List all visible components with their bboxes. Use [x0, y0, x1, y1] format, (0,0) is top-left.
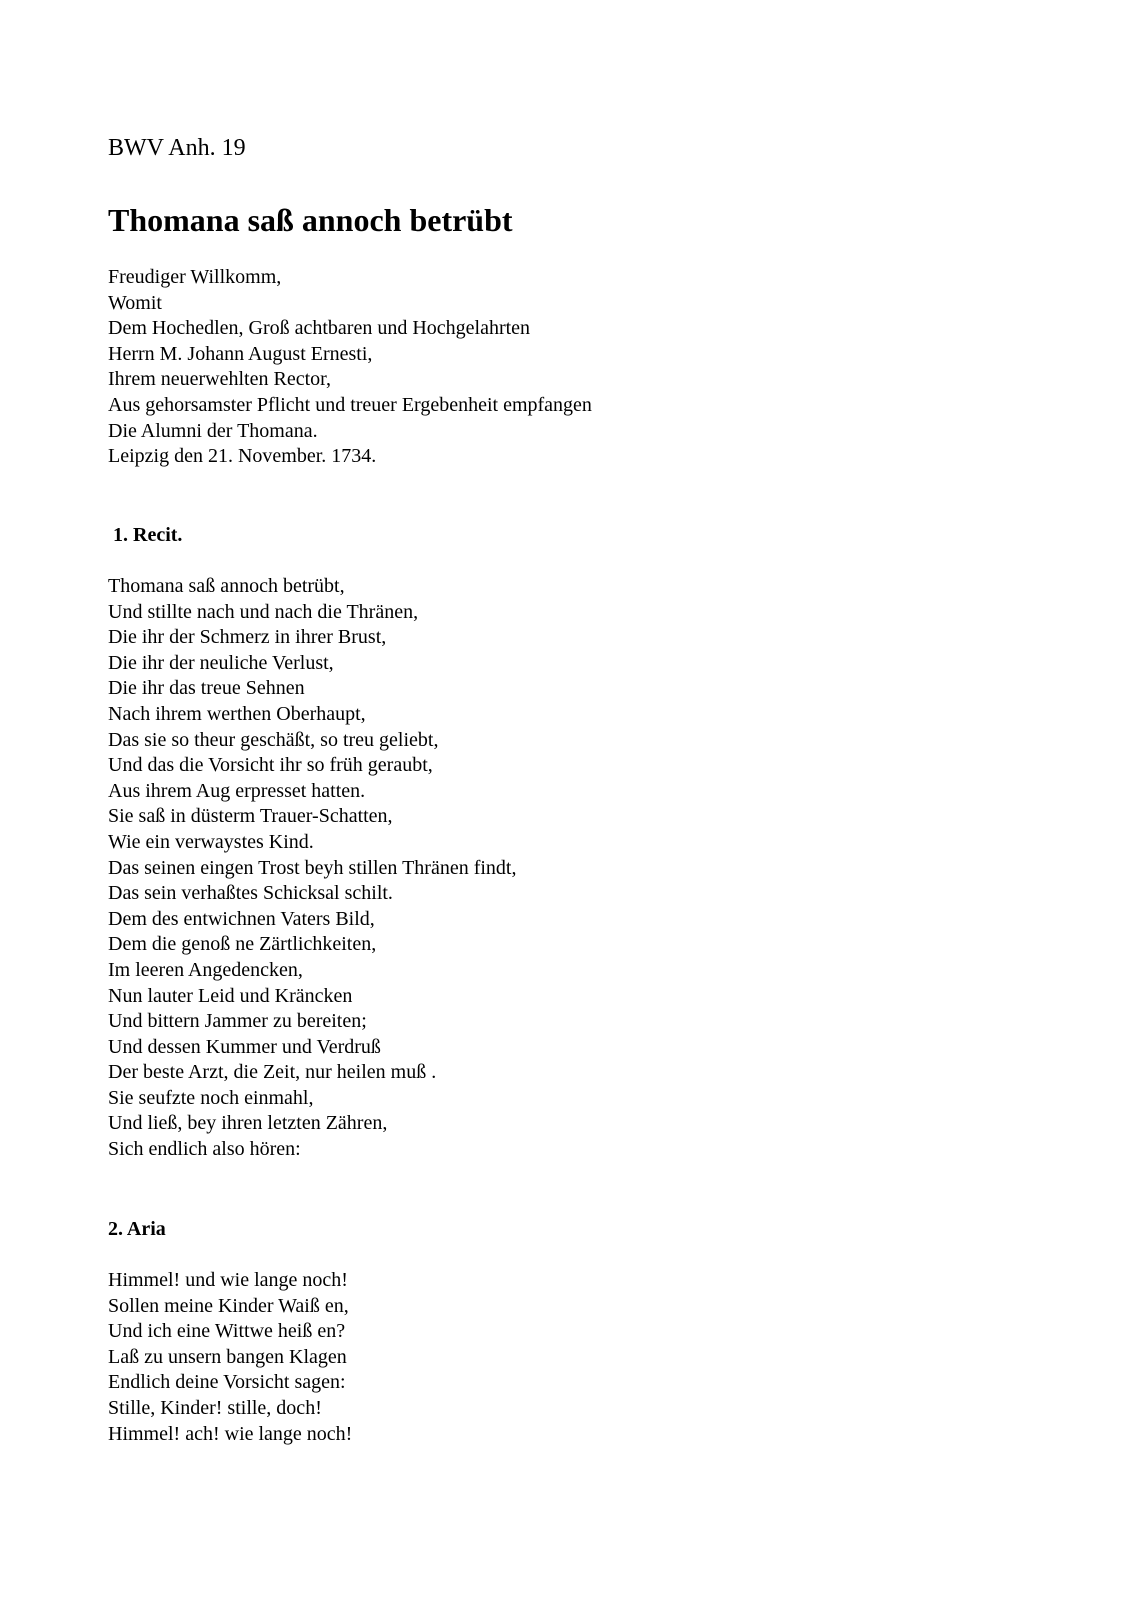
verse-line: Laß zu unsern bangen Klagen [108, 1345, 347, 1368]
verse-line: Und ließ, bey ihren letzten Zähren, [108, 1112, 388, 1135]
verse-line: Sie saß in düsterm Trauer-Schatten, [108, 805, 393, 828]
section-heading-aria: 2. Aria [108, 1218, 166, 1240]
verse-line: Die ihr der Schmerz in ihrer Brust, [108, 626, 387, 649]
dedication-line: Dem Hochedlen, Groß achtbaren und Hochgelahrten [108, 317, 531, 340]
verse-line: Und ich eine Wittwe heiß en? [108, 1320, 346, 1343]
verse-line: Endlich deine Vorsicht sagen: [108, 1371, 346, 1394]
dedication-block [108, 265, 592, 470]
verse-line: Sollen meine Kinder Waiß en, [108, 1294, 349, 1317]
recit-text [108, 574, 516, 1163]
page-title: Thomana saß annoch betrübt [108, 202, 513, 238]
verse-line: Sich endlich also hören: [108, 1138, 301, 1161]
verse-line: Die ihr das treue Sehnen [108, 677, 305, 700]
verse-line: Und bittern Jammer zu bereiten; [108, 1010, 367, 1033]
verse-line: Das sein verhaßtes Schicksal schilt. [108, 882, 393, 905]
verse-line: Und dessen Kummer und Verdruß [108, 1035, 381, 1058]
verse-line: Der beste Arzt, die Zeit, nur heilen muß . [108, 1061, 437, 1084]
verse-line: Die ihr der neuliche Verlust, [108, 651, 334, 674]
verse-line: Himmel! ach! wie lange noch! [108, 1422, 353, 1445]
verse-line: Und das die Vorsicht ihr so früh geraubt, [108, 754, 433, 777]
verse-line: Thomana saß annoch betrübt, [108, 575, 345, 597]
verse-line: Sie seufzte noch einmahl, [108, 1086, 314, 1109]
dedication-line: Ihrem neuerwehlten Rector, [108, 368, 331, 391]
dedication-line: Freudiger Willkomm, [108, 266, 282, 288]
verse-line: Nun lauter Leid und Kräncken [108, 984, 353, 1007]
verse-line: Das seinen eingen Trost beyh stillen Thränen findt, [108, 856, 517, 879]
verse-line: Wie ein verwaystes Kind. [108, 830, 314, 853]
verse-line: Dem die genoß ne Zärtlichkeiten, [108, 933, 377, 956]
verse-line: Das sie so theur geschäßt, so treu geliebt, [108, 728, 439, 751]
verse-line: Nach ihrem werthen Oberhaupt, [108, 702, 366, 725]
verse-line: Und stillte nach und nach die Thränen, [108, 600, 419, 623]
verse-line: Im leeren Angedencken, [108, 958, 303, 981]
verse-line: Himmel! und wie lange noch! [108, 1269, 348, 1291]
verse-line: Dem des entwichnen Vaters Bild, [108, 907, 375, 930]
dedication-line: Womit [108, 291, 162, 314]
verse-line: Stille, Kinder! stille, doch! [108, 1396, 322, 1419]
dedication-line: Aus gehorsamster Pflicht und treuer Ergebenheit empfangen [108, 393, 592, 416]
dedication-line: Die Alumni der Thomana. [108, 419, 318, 442]
verse-line: Aus ihrem Aug erpresset hatten. [108, 779, 366, 802]
dedication-line: Leipzig den 21. November. 1734. [108, 445, 377, 468]
section-heading-recit: 1. Recit. [108, 524, 183, 546]
dedication-line: Herrn M. Johann August Ernesti, [108, 342, 373, 365]
catalog-number: BWV Anh. 19 [108, 135, 246, 161]
aria-text [108, 1268, 352, 1447]
